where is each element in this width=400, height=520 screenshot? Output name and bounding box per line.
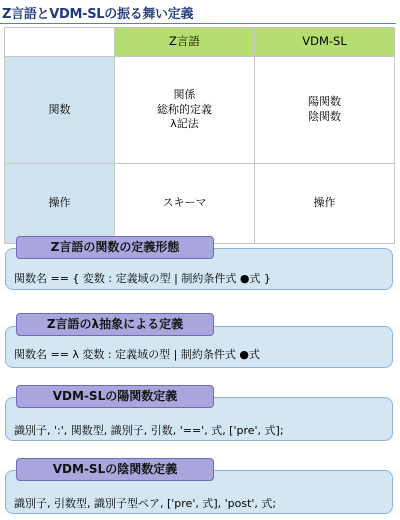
title-underline xyxy=(0,23,396,24)
table-row xyxy=(5,57,395,164)
vdm-function-item: 陽関数 xyxy=(308,95,341,109)
z-lambda-heading: Z言語のλ抽象による定義 xyxy=(16,313,214,336)
cell-z-operation xyxy=(115,164,255,244)
cell-vdm-operation xyxy=(255,164,395,244)
panel-text: 関数名 == λ 変数 : 定義域の型 | 制約条件式 ●式 xyxy=(14,348,260,361)
cell-vdm-function xyxy=(255,57,395,164)
row-label-operation: 操作 xyxy=(5,164,115,244)
comparison-table xyxy=(4,27,395,244)
z-operation-item: スキーマ xyxy=(162,196,207,210)
panel-text: 識別子, ':', 関数型, 識別子, 引数, '==', 式, ['pre', 式]; xyxy=(14,424,284,437)
table-row xyxy=(5,164,395,244)
row-label-function: 関数 xyxy=(5,57,115,164)
vdm-explicit-heading: VDM-SLの陽関数定義 xyxy=(16,385,214,408)
z-function-form-heading: Z言語の関数の定義形態 xyxy=(16,236,214,259)
table-corner-cell xyxy=(5,28,115,57)
header-vdm: VDM-SL xyxy=(255,28,395,57)
page-title: Z言語とVDM-SLの振る舞い定義 xyxy=(2,7,194,22)
vdm-operation-item: 操作 xyxy=(313,196,336,210)
cell-z-function xyxy=(115,57,255,164)
panel-text: 関数名 == { 変数 : 定義域の型 | 制約条件式 ●式 } xyxy=(14,272,271,285)
z-function-item: 総称的定義 xyxy=(157,102,212,116)
vdm-implicit-heading: VDM-SLの陰関数定義 xyxy=(16,458,214,481)
z-function-item: λ記法 xyxy=(170,117,199,131)
panel-text: 識別子, 引数型, 識別子型ペア, ['pre', 式], 'post', 式; xyxy=(14,497,277,510)
vdm-function-item: 陰関数 xyxy=(308,110,341,123)
header-z: Z言語 xyxy=(115,28,255,57)
z-function-item: 関係 xyxy=(173,87,196,101)
